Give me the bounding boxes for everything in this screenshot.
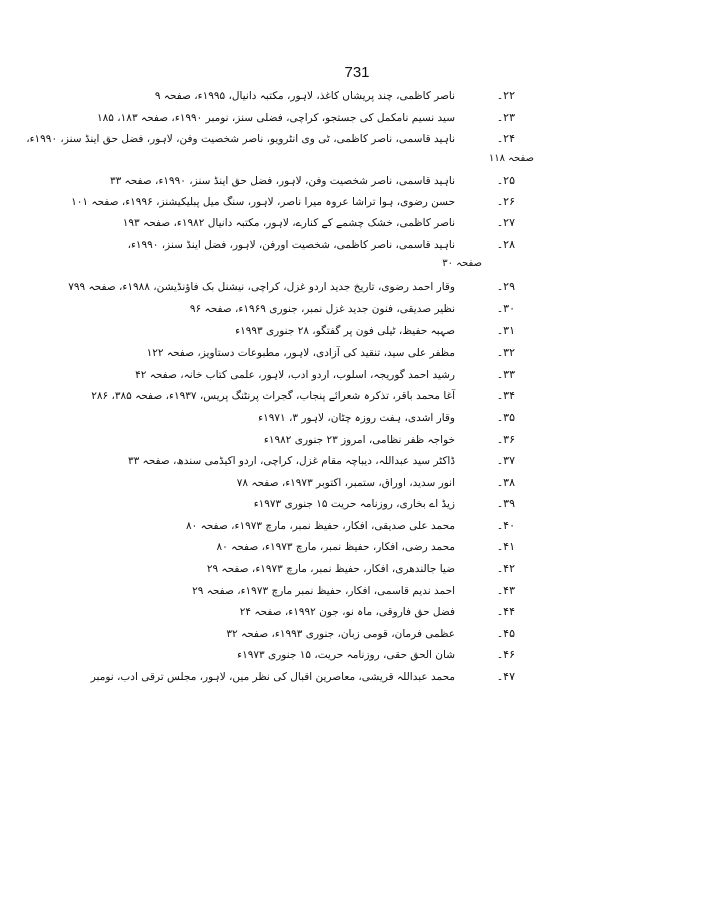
ref-number: ۳۹۔ (496, 497, 515, 510)
list-item (109, 172, 515, 194)
ref-text: ضیا جالندھری، افکار، حفیظ نمبر، مارچ ۱۹۷۳ء، صفحہ ۲۹ (206, 563, 455, 575)
list-item (150, 538, 515, 560)
list-item (150, 431, 515, 453)
ref-text: سید نسیم نامکمل کی جستجو، کراچی، فضلی سنز، نومبر ۱۹۹۰ء، صفحہ ۱۸۳، ۱۸۵ (97, 112, 455, 124)
ref-number: ۴۲۔ (496, 562, 515, 575)
list-item (150, 495, 515, 517)
list-item (135, 366, 515, 388)
list-item (150, 646, 515, 668)
ref-number: ۳۴۔ (496, 389, 515, 402)
page-number: 731 (344, 64, 370, 81)
list-item (150, 603, 515, 625)
ref-text: صہبہ حفیظ، ٹیلی فون پر گفتگو، ۲۸ جنوری ۱۹۹۳ء (235, 325, 455, 337)
list-item (97, 109, 515, 131)
list-item (71, 193, 515, 215)
ref-number: ۳۸۔ (496, 476, 515, 489)
continuation-text: صفحہ ۳۰ (442, 258, 482, 269)
list-item (122, 214, 515, 236)
list-item (91, 387, 515, 409)
ref-number: ۳۱۔ (496, 324, 515, 337)
ref-text: ناصر کاظمی، خشک چشمے کے کنارے، لاہور، مکتبہ دانیال ۱۹۸۲ء، صفحہ ۱۹۳ (122, 217, 455, 229)
ref-number: ۲۶۔ (496, 195, 515, 208)
ref-text: خواجہ ظفر نظامی، امروز ۲۳ جنوری ۱۹۸۲ء (263, 434, 455, 446)
ref-number: ۴۱۔ (496, 540, 515, 553)
list-item (90, 668, 515, 690)
ref-text: محمد عبداللہ قریشی، معاصرین اقبال کی نظر میں، لاہور، مجلس ترقی ادب، نومبر (90, 671, 455, 683)
ref-text: وقار احمد رضوی، تاریخ جدید اردو غزل، کراچی، نیشنل بک فاؤنڈیشن، ۱۹۸۸ء، صفحہ ۷۹۹ (68, 281, 455, 293)
ref-number: ۴۳۔ (496, 584, 515, 597)
ref-text: مظفر علی سید، تنقید کی آزادی، لاہور، مطبوعات دستاویز، صفحہ ۱۲۲ (146, 347, 455, 359)
ref-text: محمد رضی، افکار، حفیظ نمبر، مارچ ۱۹۷۳ء، صفحہ ۸۰ (216, 541, 455, 553)
ref-text: ناہید قاسمی، ناصر شخصیت وفن، لاہور، فضل حق اینڈ سنز، ۱۹۹۰ء، صفحہ ۳۳ (109, 175, 455, 187)
list-item (150, 517, 515, 539)
ref-text: زیڈ اے بخاری، روزنامہ حریت ۱۵ جنوری ۱۹۷۳ء (253, 498, 455, 510)
ref-number: ۲۳۔ (496, 111, 515, 124)
ref-number: ۴۷۔ (496, 670, 515, 683)
list-item (150, 474, 515, 496)
list-item (150, 582, 515, 604)
ref-number: ۳۲۔ (496, 346, 515, 359)
ref-number: ۳۷۔ (496, 454, 515, 467)
ref-text: محمد علی صدیقی، افکار، حفیظ نمبر، مارچ ۱۹۷۳ء، صفحہ ۸۰ (185, 520, 455, 532)
ref-number: ۳۵۔ (496, 411, 515, 424)
ref-text: فضل حق فاروقی، ماہ نو، جون ۱۹۹۲ء، صفحہ ۲۴ (239, 606, 455, 618)
list-item (150, 409, 515, 431)
ref-number: ۴۴۔ (496, 605, 515, 618)
ref-text: ناہید قاسمی، ناصر کاظمی، ٹی وی انٹرویو، ناصر شخصیت وفن، لاہور، فضل حق اینڈ سنز، ۱۹۹۰ء، (26, 133, 455, 145)
list-item (150, 87, 515, 109)
continuation-text: صفحہ ۱۱۸ (488, 153, 534, 164)
ref-number: ۴۵۔ (496, 627, 515, 640)
ref-text: انور سدید، اوراق، ستمبر، اکتوبر ۱۹۷۳ء، صفحہ ۷۸ (236, 477, 455, 489)
ref-number: ۳۰۔ (496, 302, 515, 315)
ref-text: ناصر کاظمی، چند پریشاں کاغذ، لاہور، مکتبہ دانیال، ۱۹۹۵ء، صفحہ ۹ (154, 90, 455, 102)
list-item (26, 130, 515, 152)
list-item (146, 344, 515, 366)
ref-number: ۴۰۔ (496, 519, 515, 532)
list-item (150, 322, 515, 344)
list-item (150, 300, 515, 322)
ref-text: آغا محمد باقر، تذکرہ شعرائے پنجاب، گجرات پرنٹنگ پریس، ۱۹۳۷ء، صفحہ ۳۸۵، ۲۸۶ (91, 390, 455, 402)
ref-text: شان الحق حقی، روزنامہ حریت، ۱۵ جنوری ۱۹۷۳ء (237, 649, 455, 661)
ref-number: ۲۹۔ (496, 280, 515, 293)
list-item (150, 625, 515, 647)
ref-number: ۲۴۔ (496, 132, 515, 145)
list-item (68, 278, 515, 300)
list-item (127, 452, 515, 474)
ref-text: رشید احمد گوریجہ، اسلوب، اردو ادب، لاہور، علمی کتاب خانہ، صفحہ ۴۲ (135, 369, 455, 381)
ref-number: ۳۶۔ (496, 433, 515, 446)
ref-number: ۲۲۔ (496, 89, 515, 102)
ref-text: ڈاکٹر سید عبداللہ، دیباچہ مقام غزل، کراچی، اردو اکیڈمی سندھ، صفحہ ۳۳ (127, 455, 455, 467)
ref-number: ۲۵۔ (496, 174, 515, 187)
ref-text: ناہید قاسمی، ناصر کاظمی، شخصیت اورفن، لاہور، فضل اینڈ سنز، ۱۹۹۰ء، (127, 239, 455, 251)
list-item (150, 560, 515, 582)
ref-text: حسن رضوی، ہوا تراشا عروہ میرا ناصر، لاہور، سنگ میل پبلیکیشنز، ۱۹۹۶ء، صفحہ ۱۰۱ (71, 196, 455, 208)
ref-number: ۲۷۔ (496, 216, 515, 229)
ref-text: نظیر صدیقی، فنون جدید غزل نمبر، جنوری ۱۹۶۹ء، صفحہ ۹۶ (189, 303, 455, 315)
list-item (127, 236, 515, 258)
ref-number: ۴۶۔ (496, 648, 515, 661)
ref-number: ۲۸۔ (496, 238, 515, 251)
ref-text: وقار اشدی، ہفت روزہ چٹان، لاہور ۳، ۱۹۷۱ء (258, 412, 455, 424)
ref-text: عظمی فرمان، قومی زبان، جنوری ۱۹۹۳ء، صفحہ ۳۲ (226, 628, 455, 640)
ref-number: ۳۳۔ (496, 368, 515, 381)
ref-text: احمد ندیم قاسمی، افکار، حفیظ نمبر مارچ ۱۹۷۳ء، صفحہ ۲۹ (192, 585, 455, 597)
